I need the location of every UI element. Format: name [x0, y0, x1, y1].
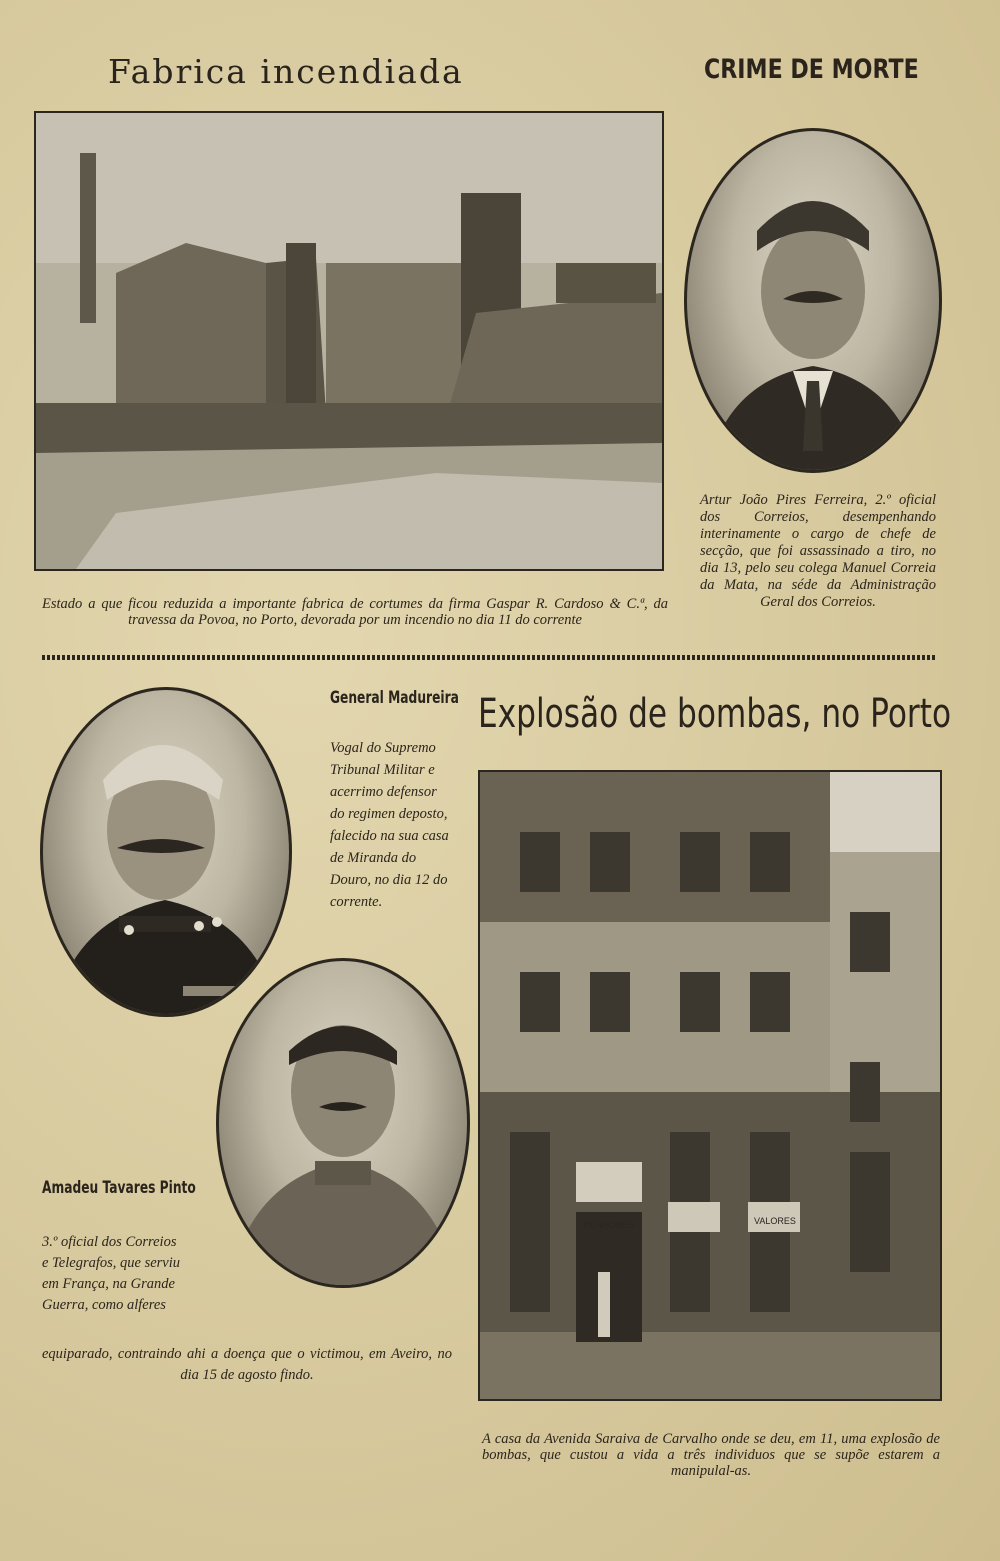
explosion-caption: A casa da Avenida Saraiva de Carvalho onde se deu, em 11, uma explosão de bombas, que custou a vida a três individuos que se supõe estarem a manipulal-as. [482, 1431, 940, 1479]
general-portrait [40, 687, 292, 1017]
crime-title: CRIME DE MORTE [704, 54, 919, 85]
sign-penhores: PENHORES [584, 1220, 635, 1230]
bomb-house-photo [478, 770, 942, 1401]
factory-fire-photo [34, 111, 664, 571]
crime-caption: Artur João Pires Ferreira, 2.º oficial dos Correios, desempenhando interinamente o cargo de chefe de secção, que foi assassinado a tiro, no dia 13, pelo seu colega Manuel Correia da Mata, na séde da Administração Geral dos Correios. [700, 492, 936, 610]
general-name: General Madureira [330, 688, 459, 708]
amadeu-name: Amadeu Tavares Pinto [42, 1178, 196, 1198]
sign-valores: VALORES [754, 1216, 796, 1226]
amadeu-caption-a: 3.º oficial dos Correios e Telegrafos, que serviu em França, na Grande Guerra, como alferes [42, 1234, 181, 1313]
fire-caption: Estado a que ficou reduzida a importante fabrica de cortumes da firma Gaspar R. Cardoso & C.ª, da travessa da Povoa, no Porto, devorada por um incendio no dia 11 do corrente [42, 596, 668, 628]
amadeu-portrait [216, 958, 470, 1288]
fire-title: Fabrica incendiada [108, 52, 464, 91]
artur-portrait [684, 128, 942, 473]
section-divider [42, 655, 935, 660]
general-caption: Vogal do Supremo Tribunal Militar e acerrimo defensor do regimen deposto, falecido na sua casa de Miranda do Douro, no dia 12 do corrente. [330, 740, 449, 910]
explosion-title: Explosão de bombas, no Porto [478, 691, 952, 737]
amadeu-caption-b: equiparado, contraindo ahi a doença que o victimou, em Aveiro, no dia 15 de agosto findo. [42, 1346, 452, 1383]
